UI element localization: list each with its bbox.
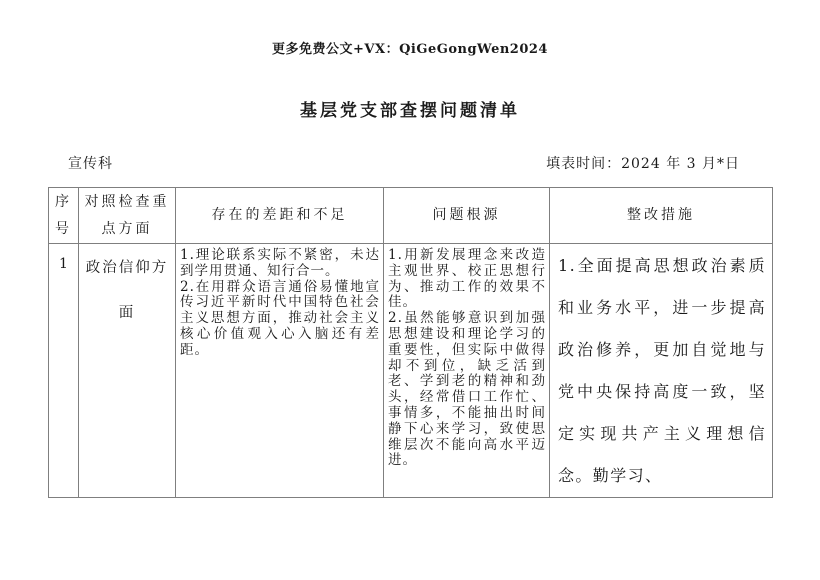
cell-gaps <box>176 244 384 498</box>
col-header-index: 序号 <box>49 188 79 244</box>
col-header-measures: 整改措施 <box>550 188 773 244</box>
fill-date-label: 填表时间：2024 年 3 月*日 <box>546 156 740 172</box>
measure-item-1: 1.全面提高思想政治素质和业务水平，进一步提高政治修养，更加自觉地与党中央保持高度一致，坚定实现共产主义理想信念。勤学习、 <box>558 256 766 485</box>
department-label: 宣传科 <box>68 156 113 172</box>
gap-item-1: 1.理论联系实际不紧密，未达到学用贯通、知行合一。 <box>180 247 380 279</box>
meta-row <box>68 153 740 173</box>
page-title: 基层党支部查摆问题清单 <box>300 101 520 121</box>
cell-measures <box>550 244 773 498</box>
gap-item-2: 2.在用群众语言通俗易懂地宣传习近平新时代中国特色社会主义思想方面，推动社会主义核心价值观入心入脑还有差距。 <box>180 278 380 358</box>
cell-aspect: 政治信仰方面 <box>79 244 176 498</box>
watermark-text: 更多免费公文+VX：QiGeGongWen2024 <box>272 42 548 57</box>
table-header <box>49 188 773 244</box>
col-header-gaps: 存在的差距和不足 <box>176 188 384 244</box>
cell-root-causes <box>384 244 550 498</box>
table-row <box>49 244 773 498</box>
table-body <box>49 244 773 498</box>
col-header-aspect: 对照检查重点方面 <box>79 188 176 244</box>
root-cause-item-2: 2.虽然能够意识到加强思想建设和理论学习的重要性，但实际中做得却不到位，缺乏活到老、学到老的精神和劲头，经常借口工作忙、事情多，不能抽出时间静下心来学习，致使思维层次不能向高水平迈进。 <box>388 310 546 469</box>
header-row <box>49 188 773 244</box>
root-cause-item-1: 1.用新发展理念来改造主观世界、校正思想行为、推动工作的效果不佳。 <box>388 247 546 311</box>
col-header-root-cause: 问题根源 <box>384 188 550 244</box>
problem-checklist-table <box>48 187 773 498</box>
cell-index: 1 <box>49 244 79 498</box>
